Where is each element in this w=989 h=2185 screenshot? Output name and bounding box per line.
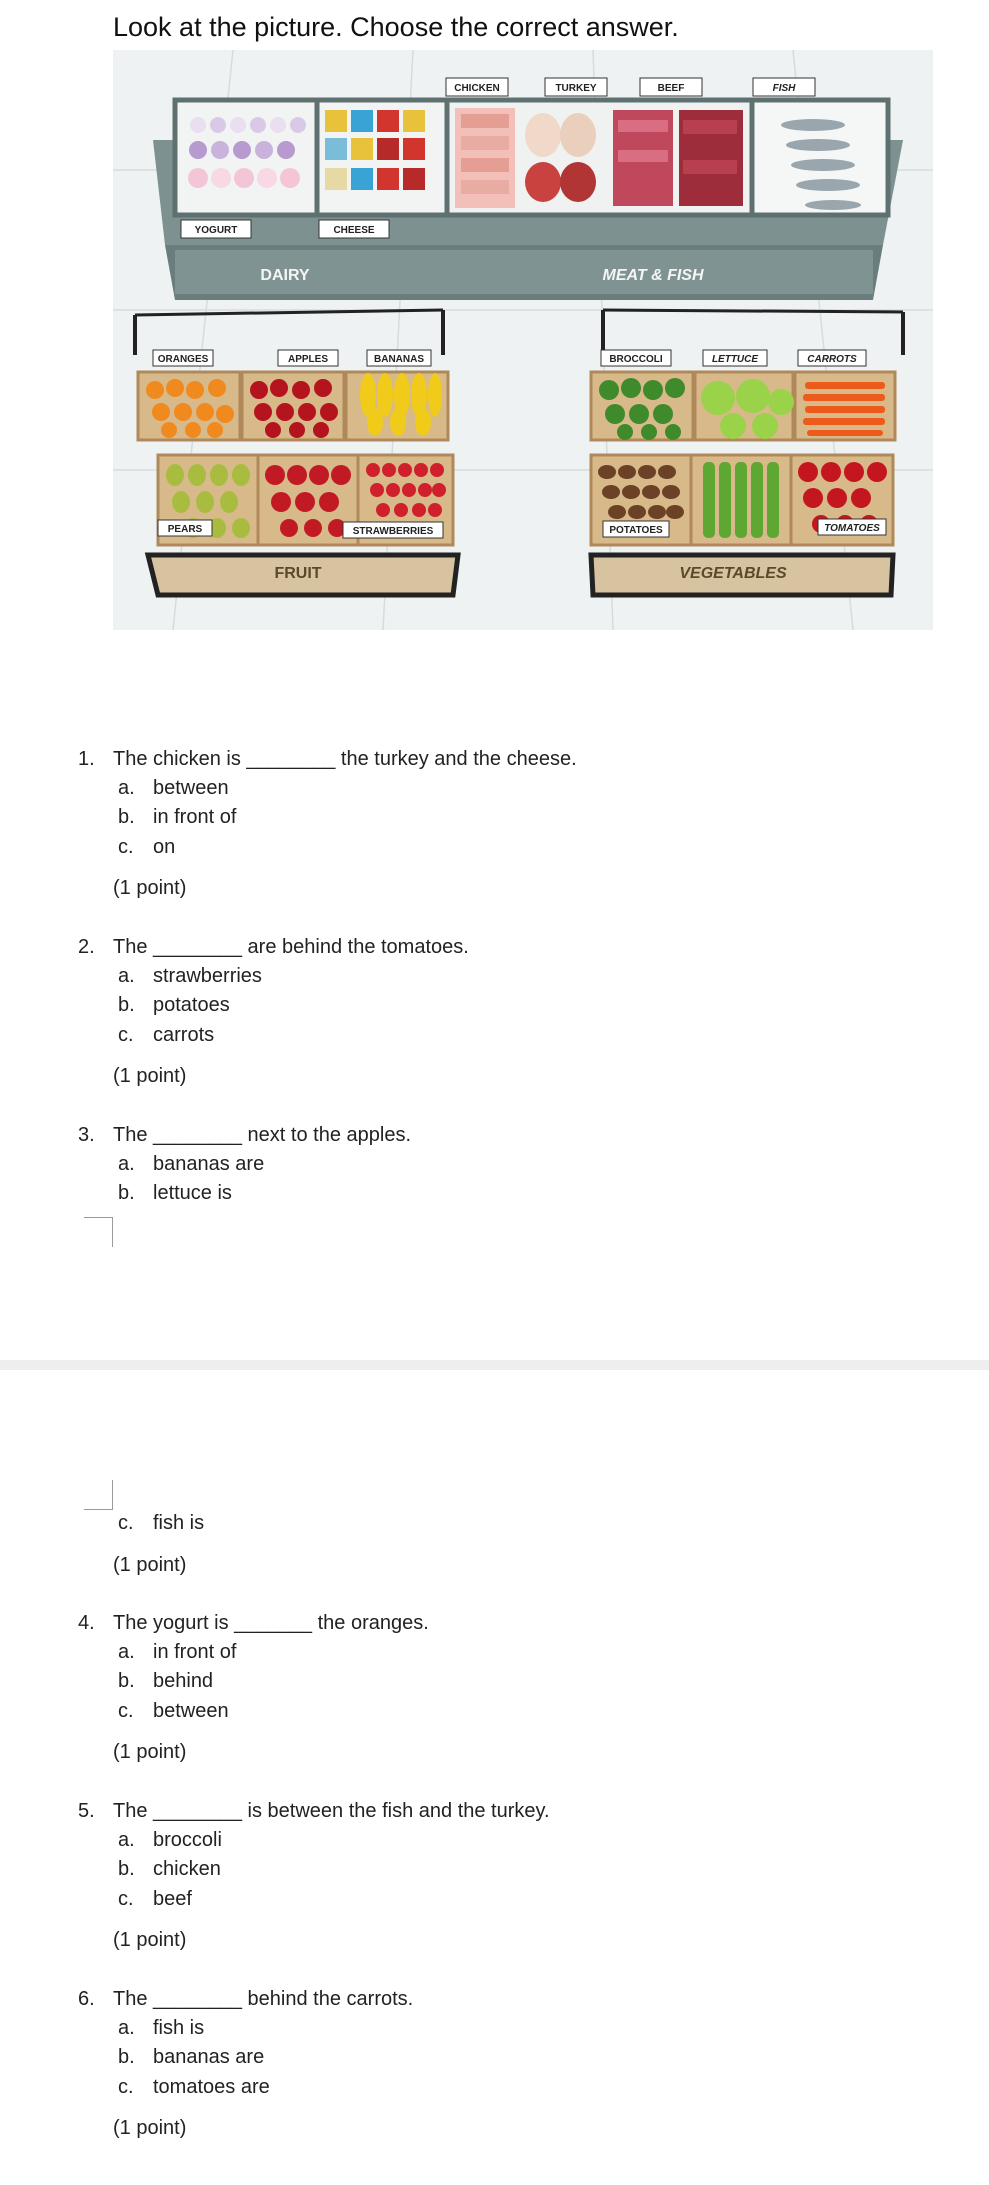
option-5b[interactable]: b. chicken xyxy=(118,1858,221,1880)
label-potatoes: POTATOES xyxy=(609,525,663,536)
top-counter xyxy=(153,78,903,300)
label-pears: PEARS xyxy=(167,524,203,535)
option-1a[interactable]: a. between xyxy=(118,777,229,799)
label-carrots: CARROTS xyxy=(807,354,857,365)
label-apples: APPLES xyxy=(287,354,329,365)
label-turkey: TURKEY xyxy=(555,83,597,94)
section-vegetables: VEGETABLES xyxy=(679,565,787,582)
question-1 xyxy=(78,748,577,771)
option-2a[interactable]: a. strawberries xyxy=(118,965,262,987)
option-6a[interactable]: a. fish is xyxy=(118,2017,205,2039)
label-beef: BEEF xyxy=(657,83,685,94)
question-4 xyxy=(78,1612,429,1635)
option-1c[interactable]: c. on xyxy=(118,836,176,858)
option-3c[interactable]: c. fish is xyxy=(118,1512,205,1534)
question-number: 4. xyxy=(78,1612,95,1634)
option-3b[interactable]: b. lettuce is xyxy=(118,1182,232,1204)
question-5 xyxy=(78,1800,550,1823)
bananas xyxy=(360,373,442,436)
question-6 xyxy=(78,1988,413,2011)
option-4b[interactable]: b. behind xyxy=(118,1670,214,1692)
page-corner-mark xyxy=(84,1217,113,1247)
section-fruit: FRUIT xyxy=(274,565,322,582)
option-6c[interactable]: c. tomatoes are xyxy=(118,2076,270,2098)
question-number: 6. xyxy=(78,1988,95,2010)
question-text: The ________ is between the fish and the turkey. xyxy=(113,1800,550,1822)
points-1: (1 point) xyxy=(113,877,187,899)
instruction-heading: Look at the picture. Choose the correct answer. xyxy=(113,12,679,42)
question-text: The ________ next to the apples. xyxy=(113,1124,412,1146)
label-tomatoes: TOMATOES xyxy=(824,523,880,534)
label-fish: FISH xyxy=(772,83,796,94)
question-text: The yogurt is _______ the oranges. xyxy=(113,1612,429,1634)
page-corner-mark xyxy=(84,1480,113,1510)
points-4: (1 point) xyxy=(113,1741,187,1763)
question-text: The ________ behind the carrots. xyxy=(113,1988,414,2010)
supermarket-picture xyxy=(113,50,933,630)
question-number: 1. xyxy=(78,748,95,770)
label-strawberries: STRAWBERRIES xyxy=(352,526,434,537)
option-1b[interactable]: b. in front of xyxy=(118,806,237,828)
label-chicken: CHICKEN xyxy=(454,83,500,94)
question-number: 5. xyxy=(78,1800,95,1822)
question-number: 2. xyxy=(78,936,95,958)
chicken-items xyxy=(455,108,515,208)
option-3a[interactable]: a. bananas are xyxy=(118,1153,265,1175)
option-6b[interactable]: b. bananas are xyxy=(118,2046,265,2068)
label-lettuce: LETTUCE xyxy=(711,354,759,365)
question-3 xyxy=(78,1124,411,1147)
option-4a[interactable]: a. in front of xyxy=(118,1641,237,1663)
question-text: The ________ are behind the tomatoes. xyxy=(113,936,469,958)
label-oranges: ORANGES xyxy=(157,354,209,365)
option-5a[interactable]: a. broccoli xyxy=(118,1829,222,1851)
lettuce-lower xyxy=(703,462,779,538)
label-broccoli: BROCCOLI xyxy=(609,354,663,365)
label-yogurt: YOGURT xyxy=(194,225,238,236)
question-2 xyxy=(78,936,469,959)
question-text: The chicken is ________ the turkey and the cheese. xyxy=(113,748,577,770)
section-dairy: DAIRY xyxy=(260,267,310,284)
label-cheese: CHEESE xyxy=(333,225,375,236)
points-6: (1 point) xyxy=(113,2117,187,2139)
label-bananas: BANANAS xyxy=(374,354,424,365)
points-2: (1 point) xyxy=(113,1065,187,1087)
points-3: (1 point) xyxy=(113,1554,187,1576)
section-meat-fish: MEAT & FISH xyxy=(602,267,704,284)
option-2b[interactable]: b. potatoes xyxy=(118,994,230,1016)
page-separator xyxy=(0,1360,989,1370)
option-4c[interactable]: c. between xyxy=(118,1700,229,1722)
option-5c[interactable]: c. beef xyxy=(118,1888,192,1910)
question-number: 3. xyxy=(78,1124,95,1146)
strawberries xyxy=(366,463,446,517)
option-2c[interactable]: c. carrots xyxy=(118,1024,215,1046)
points-5: (1 point) xyxy=(113,1929,187,1951)
